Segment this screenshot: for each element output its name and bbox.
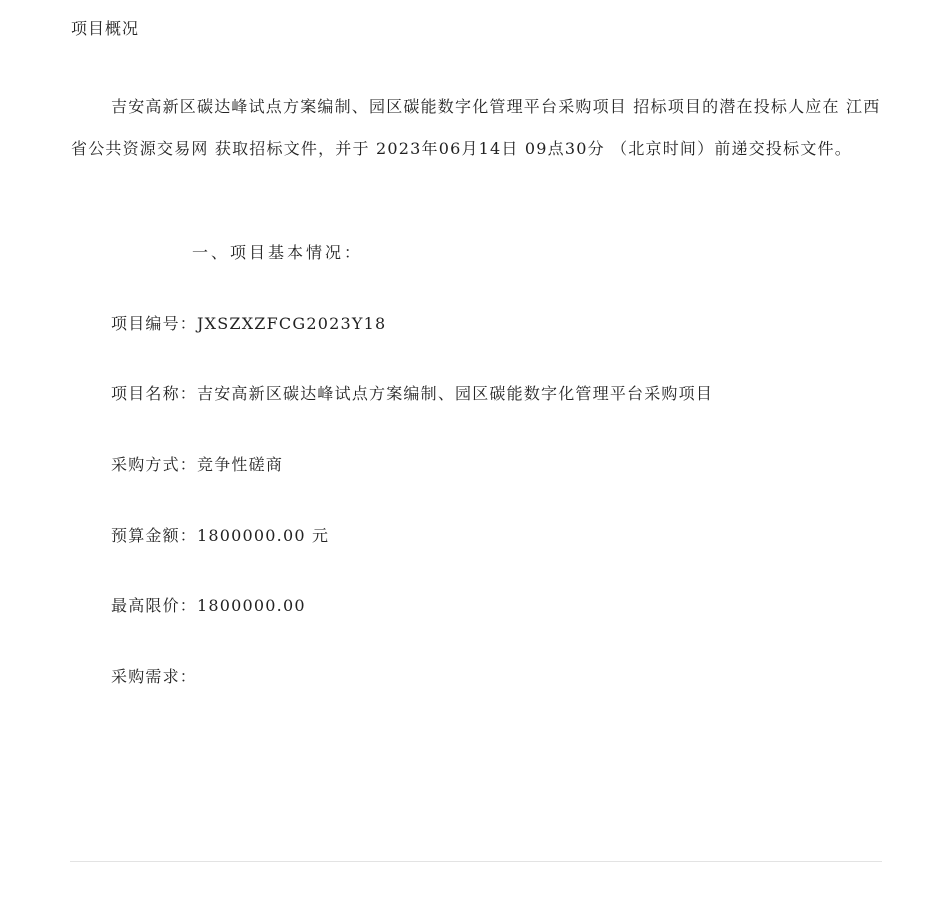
- field-max-price: [111, 594, 306, 618]
- field-project-number: [111, 312, 386, 336]
- field-label: 采购需求：: [111, 667, 198, 686]
- field-procurement-method: [111, 453, 283, 477]
- intro-deadline: 2023年06月14日 09点30分: [375, 139, 605, 158]
- field-value: 1800000.00: [197, 596, 306, 615]
- field-project-name: [111, 382, 713, 406]
- basic-info-heading: 一、项目基本情况：: [192, 243, 364, 262]
- field-value: JXSZXZFCG2023Y18: [197, 314, 387, 333]
- field-label: 项目名称：: [111, 384, 198, 403]
- field-label: 项目编号：: [111, 314, 198, 333]
- divider: [70, 861, 882, 862]
- field-value: 吉安高新区碳达峰试点方案编制、园区碳能数字化管理平台采购项目: [197, 384, 714, 403]
- section-title: 项目概况: [71, 19, 140, 38]
- field-procurement-requirements: [111, 665, 197, 689]
- intro-source: 江西省公共资源交易网: [71, 97, 881, 158]
- field-label: 采购方式：: [111, 455, 198, 474]
- intro-paragraph: [71, 86, 883, 170]
- intro-text-3: （北京时间）前递交投标文件。: [604, 139, 852, 158]
- intro-text-1: 招标项目的潜在投标人应在: [627, 97, 846, 116]
- field-label: 预算金额：: [111, 526, 198, 545]
- field-label: 最高限价：: [111, 596, 198, 615]
- intro-project-name: 吉安高新区碳达峰试点方案编制、园区碳能数字化管理平台采购项目: [111, 97, 628, 116]
- field-value: 竞争性磋商: [197, 455, 284, 474]
- intro-text-2: 获取招标文件，并于: [208, 139, 376, 158]
- field-value: 1800000.00 元: [197, 526, 330, 545]
- field-budget: [111, 524, 329, 548]
